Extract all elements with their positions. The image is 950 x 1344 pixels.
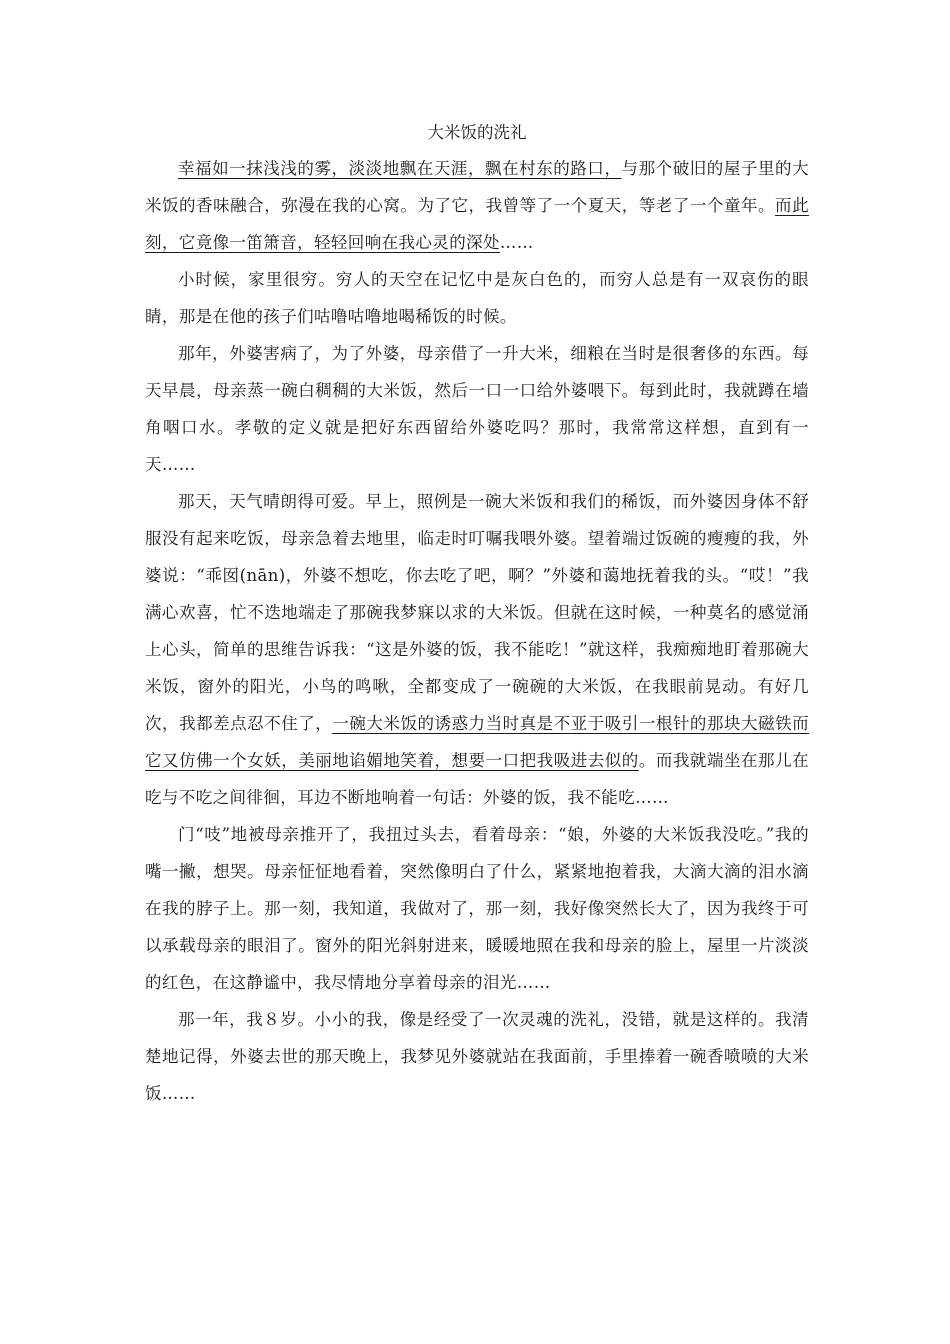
underlined-sentence: 一碗大米饭的诱惑力当时真是不亚于吸引一根针的那块大磁铁而它又仿佛一个女妖，美丽地谄媚地笑着，想要一口把我吸进去似的 xyxy=(145,714,810,770)
underlined-sentence: 幸福如一抹浅浅的雾，淡淡地飘在天涯，飘在村东的路口， xyxy=(178,159,622,178)
paragraph-1 xyxy=(145,150,809,261)
paragraph-text: …… xyxy=(499,233,534,252)
paragraph-text: 那天，天气晴朗得可爱。早上，照例是一碗大米饭和我们的稀饭，而外婆因身体不舒服没有起来吃饭，母亲急着去地里，临走时叮嘱我喂外婆。望着端过饭碗的瘦瘦的我，外婆说：“乖囡(nān)，外婆不想吃，你去吃了吧，啊？”外婆和蔼地抚着我的头。“哎！”我满心欢喜，忙不迭地端走了那碗我梦寐以求的大米饭。但就在这时候，一种莫名的感觉涌上心头，简单的思维告诉我：“这是外婆的饭，我不能吃！”就这样，我痴痴地盯着那碗大米饭，窗外的阳光，小鸟的鸣啾，全都变成了一碗碗的大米饭，在我眼前晃动。有好几次，我都差点忍不住了， xyxy=(145,492,809,733)
paragraph-4 xyxy=(145,483,809,816)
underlined-sentence: 而此刻，它竟像一笛箫音，轻轻回响在我心灵的深处 xyxy=(145,196,809,252)
paragraph-5: 门“吱”地被母亲推开了，我扭过头去，看着母亲：“娘，外婆的大米饭我没吃。”我的嘴一撇，想哭。母亲怔怔地看着，突然像明白了什么，紧紧地抱着我，大滴大滴的泪水滴在我的脖子上。那一刻，我知道，我做对了，那一刻，我好像突然长大了，因为我终于可以承载母亲的眼泪了。窗外的阳光斜射进来，暖暖地照在我和母亲的脸上，屋里一片淡淡的红色，在这静谧中，我尽情地分享着母亲的泪光…… xyxy=(145,825,809,992)
paragraph-text: 。而我就端坐在那儿在吃与不吃之间徘徊，耳边不断地响着一句话：外婆的饭，我不能吃…… xyxy=(145,751,810,807)
paragraph-3: 那年，外婆害病了，为了外婆，母亲借了一升大米，细粮在当时是很奢侈的东西。每天早晨，母亲蒸一碗白稠稠的大米饭，然后一口一口给外婆喂下。每到此时，我就蹲在墙角咽口水。孝敬的定义就是把好东西留给外婆吃吗？那时，我常常这样想，直到有一天…… xyxy=(145,344,809,474)
paragraph-6: 那一年，我８岁。小小的我，像是经受了一次灵魂的洗礼，没错，就是这样的。我清楚地记得，外婆去世的那天晚上，我梦见外婆就站在我面前，手里捧着一碗香喷喷的大米饭…… xyxy=(145,1010,809,1103)
document-title: 大米饭的洗礼 xyxy=(427,123,527,142)
document-body xyxy=(145,122,809,1112)
paragraph-text: 与那个破旧的屋子里的大米饭的香味融合，弥漫在我的心窝。为了它，我曾等了一个夏天，等老了一个童年。 xyxy=(145,159,809,215)
paragraph-2: 小时候，家里很穷。穷人的天空在记忆中是灰白色的，而穷人总是有一双哀伤的眼睛，那是在他的孩子们咕噜咕噜地喝稀饭的时候。 xyxy=(145,270,809,326)
